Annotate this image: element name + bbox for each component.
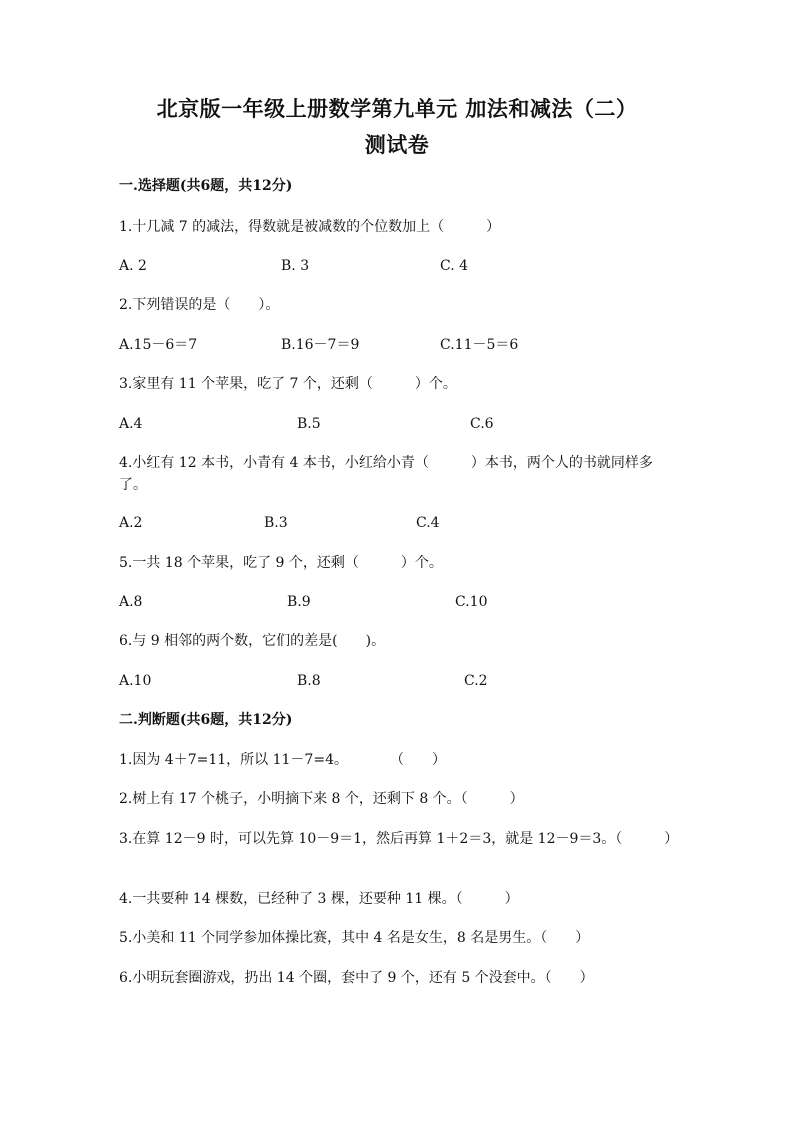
choice-6-option-b[interactable]: B.8 (297, 673, 321, 689)
judgment-question-3: 3.在算 12－9 时，可以先算 10－9＝1，然后再算 1＋2＝3，就是 12－9＝3。（ ） (119, 831, 679, 847)
choice-1-option-a[interactable]: A. 2 (119, 258, 147, 274)
choice-1-option-c[interactable]: C. 4 (440, 258, 469, 274)
choice-6-option-c[interactable]: C.2 (464, 673, 488, 689)
choice-4-option-b[interactable]: B.3 (264, 515, 288, 531)
page-title-line-1: 北京版一年级上册数学第九单元 加法和减法（二） (156, 96, 638, 121)
choice-question-5: 5.一共 18 个苹果，吃了 9 个，还剩（ ）个。 (119, 555, 443, 571)
choice-3-option-b[interactable]: B.5 (297, 416, 321, 432)
choice-question-2: 2.下列错误的是（ ）。 (119, 297, 280, 313)
judgment-question-5: 5.小美和 11 个同学参加体操比赛，其中 4 名是女生，8 名是男生。（ ） (119, 930, 590, 946)
section-heading-choice: 一.选择题(共6题，共12分) (119, 178, 293, 194)
judgment-question-1: 1.因为 4＋7=11，所以 11－7=4。 （ ） (119, 752, 446, 768)
choice-question-6: 6.与 9 相邻的两个数，它们的差是( )。 (119, 633, 386, 649)
choice-3-option-c[interactable]: C.6 (470, 416, 494, 432)
choice-question-3: 3.家里有 11 个苹果，吃了 7 个，还剩（ ）个。 (119, 376, 457, 392)
choice-3-option-a[interactable]: A.4 (119, 416, 143, 432)
choice-5-option-a[interactable]: A.8 (119, 594, 143, 610)
page-title-line-2: 测试卷 (364, 132, 430, 157)
choice-2-option-a[interactable]: A.15－6＝7 (119, 337, 198, 353)
choice-1-option-b[interactable]: B. 3 (281, 258, 310, 274)
judgment-question-4: 4.一共要种 14 棵数，已经种了 3 棵，还要种 11 棵。（ ） (119, 891, 519, 907)
section-heading-judgment: 二.判断题(共6题，共12分) (119, 712, 293, 728)
judgment-question-6: 6.小明玩套圈游戏，扔出 14 个圈，套中了 9 个，还有 5 个没套中。（ ） (119, 970, 594, 986)
choice-4-option-c[interactable]: C.4 (416, 515, 440, 531)
choice-4-option-a[interactable]: A.2 (119, 515, 143, 531)
choice-2-option-c[interactable]: C.11－5＝6 (440, 337, 519, 353)
judgment-question-2: 2.树上有 17 个桃子，小明摘下来 8 个，还剩下 8 个。（ ） (119, 791, 524, 807)
choice-6-option-a[interactable]: A.10 (119, 673, 152, 689)
choice-question-1: 1.十几减 7 的减法，得数就是被减数的个位数加上（ ） (119, 219, 501, 235)
choice-question-4: 4.小红有 12 本书，小青有 4 本书，小红给小青（ ）本书，两个人的书就同样多了。 (119, 455, 653, 493)
choice-5-option-c[interactable]: C.10 (455, 594, 488, 610)
choice-5-option-b[interactable]: B.9 (287, 594, 311, 610)
choice-2-option-b[interactable]: B.16－7＝9 (281, 337, 360, 353)
